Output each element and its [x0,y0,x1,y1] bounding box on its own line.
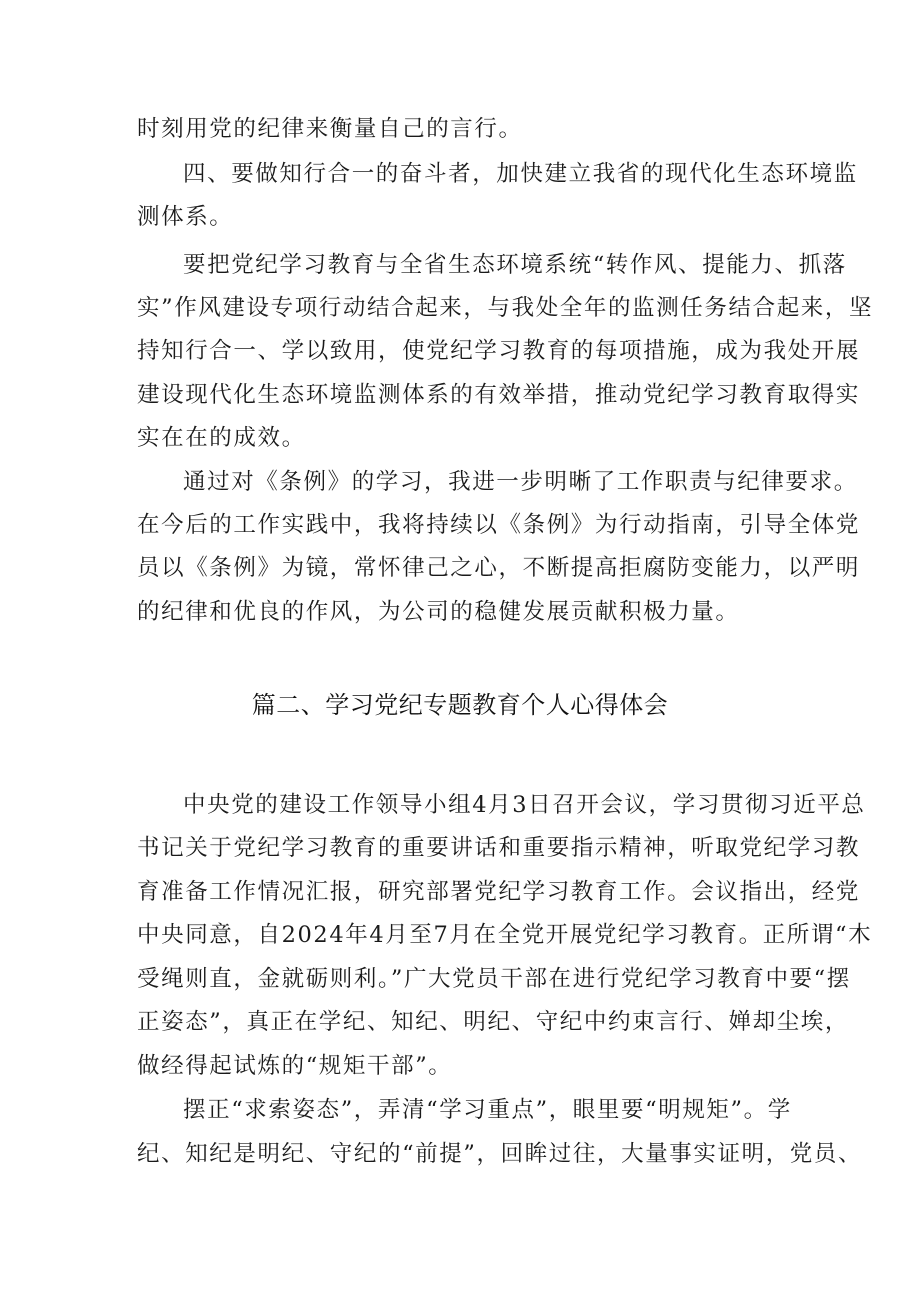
text-line: 中央党的建设工作领导小组4月3日召开会议，学习贯彻习近平总 [183,792,866,818]
text-line: 通过对《条例》的学习，我进一步明晰了工作职责与纪律要求。 [183,469,858,495]
section-heading: 篇二、学习党纪专题教育个人心得体会 [251,691,669,719]
text-line: 中央同意，自2024年4月至7月在全党开展党纪学习教育。正所谓“木 [137,922,873,948]
text-line: 要把党纪学习教育与全省生态环境系统“转作风、提能力、抓落 [183,252,847,278]
text-line: 摆正“求索姿态”，弄清“学习重点”，眼里要“明规矩”。学 [183,1097,792,1123]
text-line: 在今后的工作实践中，我将持续以《条例》为行动指南，引导全体党 [137,512,861,538]
text-line: 时刻用党的纪律来衡量自己的言行。 [137,116,523,142]
text-line: 正姿态”，真正在学纪、知纪、明纪、守纪中约束言行、婵却尘埃， [137,1009,850,1035]
text-line: 纪、知纪是明纪、守纪的“前提”，回眸过往，大量事实证明，党员、 [137,1141,863,1167]
text-line: 建设现代化生态环境监测体系的有效举措，推动党纪学习教育取得实 [137,382,861,408]
text-line: 做经得起试炼的“规矩干部”。 [137,1053,453,1079]
text-line: 实在在的成效。 [137,425,306,451]
text-line: 实”作风建设专项行动结合起来，与我处全年的监测任务结合起来，坚 [137,295,874,321]
text-line: 四、要做知行合一的奋斗者，加快建立我省的现代化生态环境监 [183,161,858,187]
text-line: 测体系。 [137,204,234,230]
text-line: 的纪律和优良的作风，为公司的稳健发展贡献积极力量。 [137,599,740,625]
text-line: 持知行合一、学以致用，使党纪学习教育的每项措施，成为我处开展 [137,338,861,364]
text-line: 受绳则直，金就砺则利。”广大党员干部在进行党纪学习教育中要“摆 [137,966,851,992]
text-line: 育准备工作情况汇报，研究部署党纪学习教育工作。会议指出，经党 [137,879,861,905]
text-line: 书记关于党纪学习教育的重要讲话和重要指示精神，听取党纪学习教 [137,835,861,861]
text-line: 员以《条例》为镜，常怀律己之心，不断提高拒腐防变能力，以严明 [137,555,861,581]
